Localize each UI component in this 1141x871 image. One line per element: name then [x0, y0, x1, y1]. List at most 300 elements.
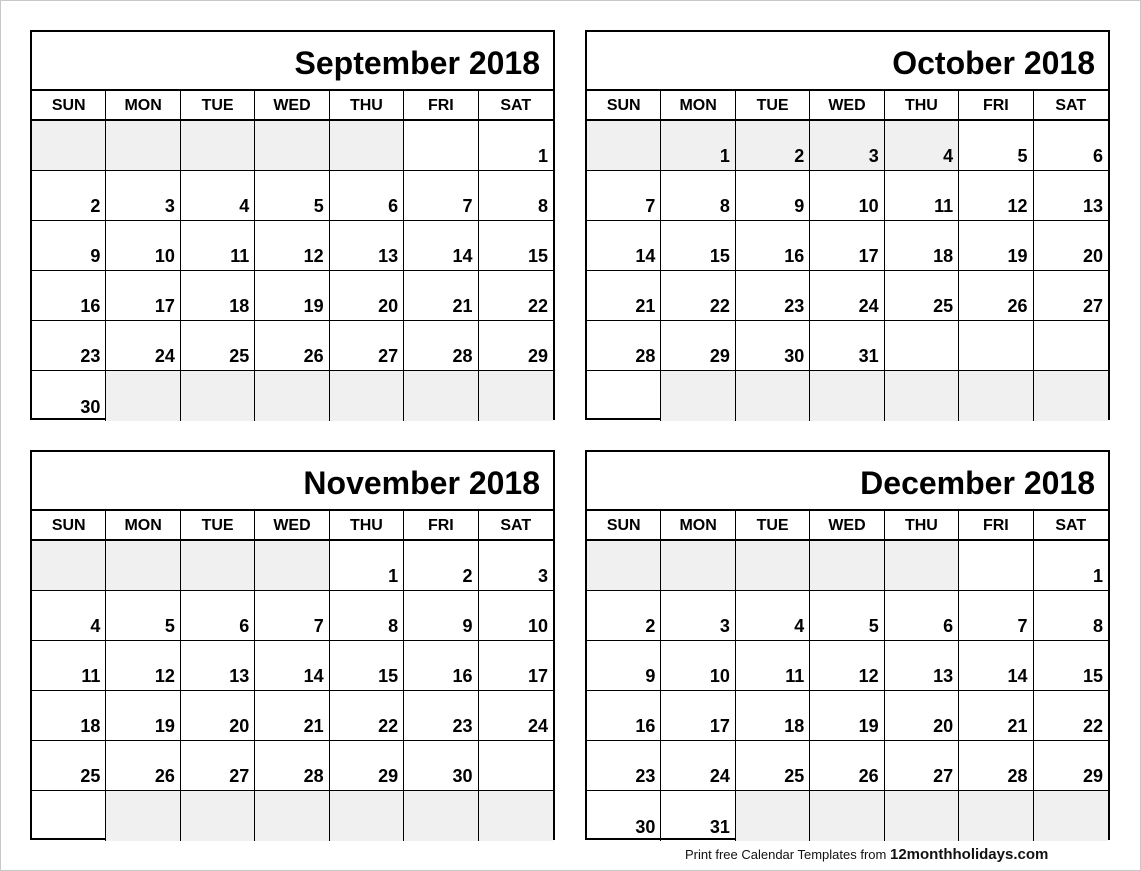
day-cell [479, 271, 553, 321]
day-number: 21 [452, 296, 473, 316]
day-cell [404, 321, 478, 371]
weekday-header: FRI [959, 91, 1033, 121]
day-cell [330, 541, 404, 591]
day-cell [661, 121, 735, 171]
empty-day-cell [106, 121, 180, 171]
empty-day-cell [1034, 321, 1108, 371]
weekday-header: SAT [479, 91, 553, 121]
day-number: 24 [709, 766, 730, 786]
day-number: 11 [934, 196, 954, 216]
day-number: 10 [527, 616, 548, 636]
day-number: 3 [719, 616, 730, 636]
day-number: 25 [784, 766, 805, 786]
day-number: 12 [303, 246, 324, 266]
day-cell [479, 171, 553, 221]
day-cell [1034, 271, 1108, 321]
day-cell [181, 321, 255, 371]
day-number: 29 [527, 346, 548, 366]
day-cell [479, 641, 553, 691]
day-cell [404, 741, 478, 791]
empty-day-cell [255, 121, 329, 171]
day-cell [479, 541, 553, 591]
day-cell [810, 691, 884, 741]
day-number: 28 [1007, 766, 1028, 786]
day-number: 10 [154, 246, 175, 266]
day-number: 8 [388, 616, 399, 636]
empty-day-cell [885, 791, 959, 841]
day-number: 3 [164, 196, 175, 216]
day-number: 15 [709, 246, 730, 266]
day-number: 20 [1082, 246, 1103, 266]
day-number: 8 [1092, 616, 1103, 636]
day-cell [479, 221, 553, 271]
day-number: 8 [719, 196, 730, 216]
day-cell [32, 271, 106, 321]
day-cell [255, 171, 329, 221]
day-number: 14 [1007, 666, 1028, 686]
weekday-header: THU [330, 91, 404, 121]
day-number: 14 [452, 246, 473, 266]
day-number: 27 [933, 766, 954, 786]
day-cell [587, 741, 661, 791]
day-cell [587, 171, 661, 221]
day-cell [330, 691, 404, 741]
day-cell [736, 121, 810, 171]
weekday-header: MON [106, 511, 180, 541]
day-cell [959, 271, 1033, 321]
day-number: 9 [645, 666, 656, 686]
day-cell [32, 591, 106, 641]
day-cell [661, 691, 735, 741]
empty-day-cell [959, 321, 1033, 371]
day-cell [959, 741, 1033, 791]
day-number: 1 [719, 146, 730, 166]
day-number: 18 [933, 246, 954, 266]
day-number: 26 [303, 346, 324, 366]
day-number: 29 [378, 766, 399, 786]
day-number: 18 [229, 296, 250, 316]
day-number: 31 [858, 346, 879, 366]
day-number: 6 [943, 616, 954, 636]
weekday-header: SUN [587, 91, 661, 121]
empty-day-cell [1034, 791, 1108, 841]
day-number: 7 [645, 196, 656, 216]
day-number: 2 [90, 196, 101, 216]
day-number: 27 [229, 766, 250, 786]
day-number: 28 [635, 346, 656, 366]
day-number: 11 [785, 666, 805, 686]
day-number: 29 [709, 346, 730, 366]
day-number: 12 [154, 666, 175, 686]
day-number: 22 [378, 716, 399, 736]
day-cell [404, 691, 478, 741]
day-cell [330, 271, 404, 321]
empty-day-cell [255, 541, 329, 591]
day-cell [885, 591, 959, 641]
day-number: 31 [709, 817, 730, 837]
day-number: 8 [537, 196, 548, 216]
day-number: 24 [858, 296, 879, 316]
footer-credit [685, 846, 1048, 863]
day-cell [330, 171, 404, 221]
day-cell [810, 741, 884, 791]
day-cell [1034, 221, 1108, 271]
day-number: 16 [784, 246, 805, 266]
weekday-header: MON [661, 511, 735, 541]
day-cell [479, 121, 553, 171]
day-cell [885, 121, 959, 171]
empty-day-cell [330, 121, 404, 171]
empty-day-cell [479, 791, 553, 841]
weekday-header: SAT [1034, 91, 1108, 121]
day-cell [255, 641, 329, 691]
day-cell [32, 171, 106, 221]
day-number: 24 [154, 346, 175, 366]
day-number: 29 [1082, 766, 1103, 786]
calendar-month-november [30, 450, 555, 840]
day-number: 16 [452, 666, 473, 686]
empty-day-cell [330, 791, 404, 841]
day-number: 5 [164, 616, 175, 636]
day-cell [404, 591, 478, 641]
day-cell [1034, 171, 1108, 221]
day-cell [255, 591, 329, 641]
month-grid [32, 91, 553, 421]
empty-day-cell [404, 791, 478, 841]
day-cell [661, 741, 735, 791]
weekday-header: THU [330, 511, 404, 541]
day-number: 2 [462, 566, 473, 586]
empty-day-cell [736, 541, 810, 591]
day-cell [661, 171, 735, 221]
day-number: 6 [388, 196, 399, 216]
empty-day-cell [330, 371, 404, 421]
day-cell [404, 641, 478, 691]
day-number: 4 [90, 616, 101, 636]
day-cell [330, 741, 404, 791]
day-cell [32, 641, 106, 691]
day-cell [810, 591, 884, 641]
empty-day-cell [959, 541, 1033, 591]
day-number: 7 [313, 616, 324, 636]
day-cell [959, 591, 1033, 641]
weekday-header: SUN [32, 511, 106, 541]
day-cell [885, 741, 959, 791]
day-cell [736, 591, 810, 641]
day-cell [736, 741, 810, 791]
empty-day-cell [1034, 371, 1108, 421]
day-cell [810, 171, 884, 221]
weekday-header: SUN [32, 91, 106, 121]
day-cell [106, 641, 180, 691]
day-number: 27 [378, 346, 399, 366]
day-cell [181, 641, 255, 691]
empty-day-cell [587, 541, 661, 591]
month-grid [32, 511, 553, 841]
empty-day-cell [404, 371, 478, 421]
day-number: 26 [858, 766, 879, 786]
day-number: 1 [1092, 566, 1103, 586]
day-number: 20 [229, 716, 250, 736]
day-number: 18 [80, 716, 101, 736]
day-number: 18 [784, 716, 805, 736]
day-cell [885, 691, 959, 741]
day-cell [479, 321, 553, 371]
day-number: 28 [303, 766, 324, 786]
day-cell [106, 691, 180, 741]
empty-day-cell [959, 791, 1033, 841]
weekday-header: SAT [1034, 511, 1108, 541]
day-cell [181, 171, 255, 221]
day-number: 9 [90, 246, 101, 266]
empty-day-cell [736, 371, 810, 421]
day-cell [959, 691, 1033, 741]
day-number: 15 [378, 666, 399, 686]
day-number: 17 [858, 246, 879, 266]
empty-day-cell [32, 791, 106, 841]
day-cell [587, 321, 661, 371]
day-number: 17 [527, 666, 548, 686]
month-title: September 2018 [32, 32, 553, 91]
day-number: 28 [452, 346, 473, 366]
weekday-header: FRI [959, 511, 1033, 541]
day-cell [736, 271, 810, 321]
day-number: 4 [943, 146, 954, 166]
day-cell [661, 791, 735, 841]
day-cell [106, 741, 180, 791]
day-number: 25 [229, 346, 250, 366]
day-number: 16 [80, 296, 101, 316]
day-cell [587, 221, 661, 271]
day-number: 19 [1007, 246, 1028, 266]
day-number: 19 [154, 716, 175, 736]
empty-day-cell [661, 541, 735, 591]
day-number: 23 [784, 296, 805, 316]
day-cell [587, 691, 661, 741]
day-number: 19 [858, 716, 879, 736]
day-number: 25 [933, 296, 954, 316]
day-number: 15 [1082, 666, 1103, 686]
footer-site-link[interactable]: 12monthholidays.com [889, 846, 1049, 863]
weekday-header: TUE [736, 91, 810, 121]
day-number: 13 [1082, 196, 1103, 216]
empty-day-cell [479, 371, 553, 421]
empty-day-cell [885, 371, 959, 421]
weekday-header: TUE [736, 511, 810, 541]
day-cell [32, 741, 106, 791]
day-cell [32, 221, 106, 271]
day-cell [404, 541, 478, 591]
day-cell [32, 691, 106, 741]
day-number: 25 [80, 766, 101, 786]
day-number: 9 [794, 196, 805, 216]
empty-day-cell [404, 121, 478, 171]
weekday-header: WED [810, 511, 884, 541]
empty-day-cell [32, 541, 106, 591]
weekday-header: SUN [587, 511, 661, 541]
day-number: 5 [1017, 146, 1028, 166]
month-title: November 2018 [32, 452, 553, 511]
month-title: December 2018 [587, 452, 1108, 511]
day-cell [330, 321, 404, 371]
empty-day-cell [959, 371, 1033, 421]
day-cell [404, 171, 478, 221]
day-number: 14 [635, 246, 656, 266]
calendar-month-october [585, 30, 1110, 420]
day-cell [587, 271, 661, 321]
day-number: 20 [378, 296, 399, 316]
day-number: 5 [313, 196, 324, 216]
day-number: 30 [452, 766, 473, 786]
day-number: 4 [794, 616, 805, 636]
day-number: 23 [635, 766, 656, 786]
day-cell [810, 121, 884, 171]
day-cell [181, 271, 255, 321]
empty-day-cell [181, 791, 255, 841]
day-cell [959, 171, 1033, 221]
day-number: 17 [709, 716, 730, 736]
day-cell [1034, 691, 1108, 741]
day-cell [736, 641, 810, 691]
day-cell [736, 221, 810, 271]
day-cell [106, 321, 180, 371]
month-grid [587, 91, 1108, 421]
day-number: 2 [645, 616, 656, 636]
day-number: 3 [537, 566, 548, 586]
weekday-header: THU [885, 91, 959, 121]
empty-day-cell [587, 371, 661, 421]
calendar-month-december [585, 450, 1110, 840]
empty-day-cell [181, 121, 255, 171]
weekday-header: WED [255, 511, 329, 541]
day-number: 3 [868, 146, 879, 166]
day-number: 6 [239, 616, 250, 636]
weekday-header: TUE [181, 511, 255, 541]
day-number: 30 [784, 346, 805, 366]
day-number: 10 [858, 196, 879, 216]
day-number: 22 [527, 296, 548, 316]
day-number: 6 [1092, 146, 1103, 166]
weekday-header: MON [661, 91, 735, 121]
day-number: 20 [933, 716, 954, 736]
empty-day-cell [106, 371, 180, 421]
day-number: 12 [1007, 196, 1028, 216]
empty-day-cell [661, 371, 735, 421]
day-cell [106, 591, 180, 641]
month-title: October 2018 [587, 32, 1108, 91]
day-cell [181, 591, 255, 641]
weekday-header: WED [255, 91, 329, 121]
day-cell [255, 271, 329, 321]
day-number: 19 [303, 296, 324, 316]
empty-day-cell [255, 371, 329, 421]
day-number: 11 [230, 246, 250, 266]
day-cell [810, 271, 884, 321]
day-cell [255, 691, 329, 741]
day-number: 21 [635, 296, 656, 316]
day-number: 1 [388, 566, 399, 586]
empty-day-cell [479, 741, 553, 791]
day-number: 23 [452, 716, 473, 736]
day-number: 11 [81, 666, 101, 686]
day-cell [181, 741, 255, 791]
day-number: 13 [229, 666, 250, 686]
day-cell [106, 171, 180, 221]
footer-prefix: Print free Calendar Templates from [685, 847, 887, 862]
day-cell [587, 591, 661, 641]
empty-day-cell [106, 791, 180, 841]
day-number: 21 [1007, 716, 1028, 736]
weekday-header: WED [810, 91, 884, 121]
day-cell [661, 321, 735, 371]
weekday-header: FRI [404, 91, 478, 121]
day-number: 13 [933, 666, 954, 686]
day-number: 27 [1082, 296, 1103, 316]
day-cell [587, 641, 661, 691]
day-cell [181, 691, 255, 741]
day-number: 4 [239, 196, 250, 216]
day-number: 22 [709, 296, 730, 316]
day-cell [32, 321, 106, 371]
empty-day-cell [587, 121, 661, 171]
day-number: 30 [635, 817, 656, 837]
day-cell [1034, 541, 1108, 591]
empty-day-cell [32, 121, 106, 171]
weekday-header: THU [885, 511, 959, 541]
day-cell [330, 641, 404, 691]
day-number: 13 [378, 246, 399, 266]
empty-day-cell [106, 541, 180, 591]
day-cell [255, 741, 329, 791]
day-number: 7 [1017, 616, 1028, 636]
day-number: 16 [635, 716, 656, 736]
day-cell [736, 321, 810, 371]
day-number: 12 [858, 666, 879, 686]
day-cell [587, 791, 661, 841]
empty-day-cell [885, 321, 959, 371]
day-cell [1034, 641, 1108, 691]
day-cell [885, 221, 959, 271]
day-cell [661, 271, 735, 321]
day-number: 24 [527, 716, 548, 736]
day-cell [736, 171, 810, 221]
weekday-header: SAT [479, 511, 553, 541]
day-cell [106, 221, 180, 271]
weekday-header: FRI [404, 511, 478, 541]
empty-day-cell [255, 791, 329, 841]
day-cell [959, 221, 1033, 271]
weekday-header: MON [106, 91, 180, 121]
day-cell [959, 641, 1033, 691]
month-grid [587, 511, 1108, 841]
day-cell [885, 171, 959, 221]
day-number: 7 [462, 196, 473, 216]
day-cell [330, 221, 404, 271]
day-cell [1034, 591, 1108, 641]
empty-day-cell [885, 541, 959, 591]
day-number: 10 [709, 666, 730, 686]
day-cell [661, 641, 735, 691]
day-cell [661, 221, 735, 271]
empty-day-cell [810, 541, 884, 591]
day-cell [1034, 741, 1108, 791]
day-cell [404, 271, 478, 321]
day-number: 26 [1007, 296, 1028, 316]
day-number: 15 [527, 246, 548, 266]
day-number: 14 [303, 666, 324, 686]
day-cell [959, 121, 1033, 171]
day-number: 2 [794, 146, 805, 166]
